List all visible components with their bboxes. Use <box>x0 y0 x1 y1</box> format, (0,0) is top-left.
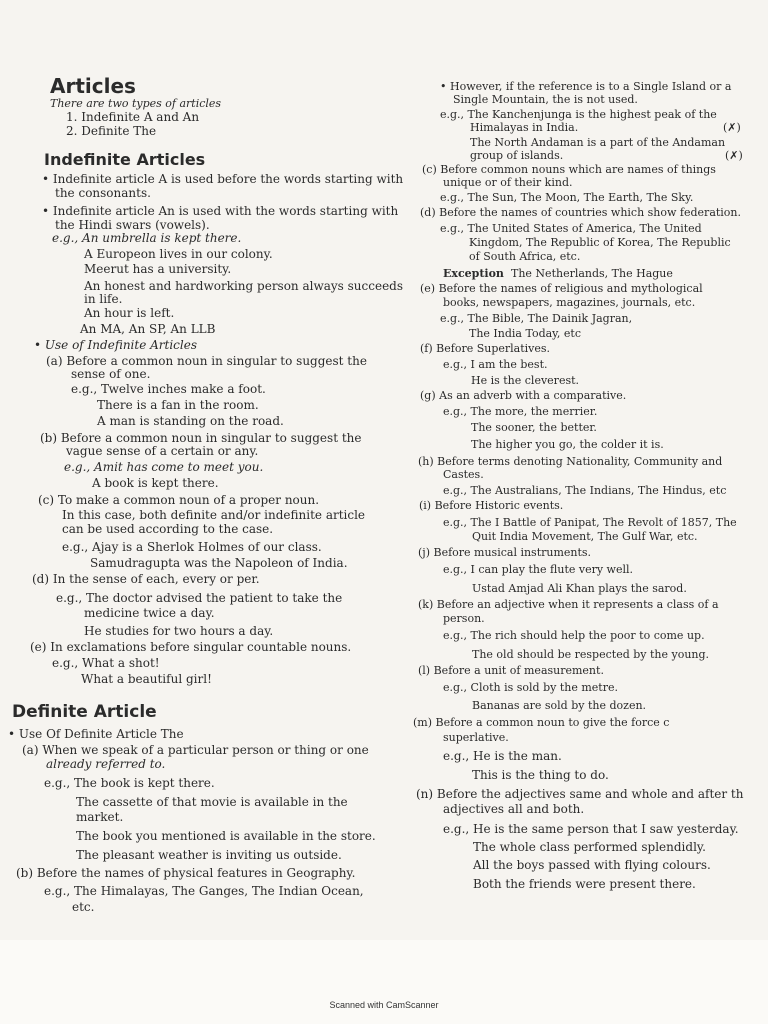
example-line: e.g., The I Battle of Panipat, The Revolt of 1857, The <box>443 516 737 529</box>
example-line: Bananas are sold by the dozen. <box>472 699 647 712</box>
example-line: e.g., An umbrella is kept there. <box>52 231 242 245</box>
text-line: the Hindi swars (vowels). <box>55 218 210 232</box>
example-line: The pleasant weather is inviting us outside. <box>76 848 342 862</box>
example-line: The book you mentioned is available in the store. <box>76 829 376 843</box>
text-line: adjectives all and both. <box>443 802 585 816</box>
example-line: Both the friends were present there. <box>473 877 696 891</box>
text-line: Single Mountain, the is not used. <box>453 93 638 106</box>
rule-i: (i) Before Historic events. <box>419 499 564 512</box>
example-line: e.g., The Sun, The Moon, The Earth, The Sky. <box>440 191 694 204</box>
example-line: The old should be respected by the young. <box>472 648 710 661</box>
example-line: e.g., He is the same person that I saw yesterday. <box>443 822 739 836</box>
rule-k: (k) Before an adjective when it represents a class of a <box>418 598 719 611</box>
rule-f: (f) Before Superlatives. <box>420 342 551 355</box>
rule-h: (h) Before terms denoting Nationality, Community and <box>418 455 723 468</box>
rule-n: (n) Before the adjectives same and whole and after th <box>416 787 744 801</box>
cross-mark: (✗) <box>725 149 743 162</box>
text-line: sense of one. <box>71 367 151 381</box>
example-line: The sooner, the better. <box>471 421 597 434</box>
example-line: Quit India Movement, The Gulf War, etc. <box>472 530 698 543</box>
text-line: • Indefinite article An is used with the words starting with <box>42 204 399 218</box>
rule-l: (l) Before a unit of measurement. <box>418 664 604 677</box>
example-line: The North Andaman is a part of the Andaman <box>470 136 726 149</box>
rule-m: (m) Before a common noun to give the force c <box>413 716 670 729</box>
text-line: can be used according to the case. <box>62 522 274 536</box>
example-line: A Europeon lives in our colony. <box>84 247 273 261</box>
rule-d: (d) Before the names of countries which show federation. <box>420 206 742 219</box>
text-line: books, newspapers, magazines, journals, etc. <box>443 296 696 309</box>
rule-b: (b) Before the names of physical features in Geography. <box>16 866 356 880</box>
rule-e: (e) In exclamations before singular countable nouns. <box>30 640 352 654</box>
rule-a: (a) Before a common noun in singular to suggest the <box>46 354 367 368</box>
rule-c: (c) To make a common noun of a proper noun. <box>38 493 320 507</box>
rule-a: (a) When we speak of a particular person or thing or one <box>22 743 369 757</box>
rule-e: (e) Before the names of religious and mythological <box>420 282 703 295</box>
text-line: person. <box>443 612 485 625</box>
scanner-footer: Scanned with CamScanner <box>329 1000 439 1010</box>
example-line: e.g., Cloth is sold by the metre. <box>443 681 618 694</box>
intro-text: There are two types of articles <box>50 97 222 110</box>
example-line: e.g., I am the best. <box>443 358 548 371</box>
example-line: of South Africa, etc. <box>469 250 581 263</box>
text-line: Castes. <box>443 468 484 481</box>
definite-heading: Definite Article <box>12 702 157 722</box>
rule-c: (c) Before common nouns which are names of things <box>422 163 716 176</box>
example-line: e.g., Amit has come to meet you. <box>64 460 264 474</box>
example-line: A book is kept there. <box>92 476 219 490</box>
text-line: unique or of their kind. <box>443 176 573 189</box>
example-line: An honest and hardworking person always succeeds <box>84 279 404 293</box>
text-line: • Indefinite article A is used before the words starting with <box>42 172 404 186</box>
example-line: e.g., The Bible, The Dainik Jagran, <box>440 312 633 325</box>
example-line: e.g., The United States of America, The United <box>440 222 702 235</box>
example-line: Kingdom, The Republic of Korea, The Republic <box>469 236 731 249</box>
text-line: the consonants. <box>55 186 151 200</box>
example-line: Samudragupta was the Napoleon of India. <box>90 556 348 570</box>
rule-j: (j) Before musical instruments. <box>418 546 592 559</box>
type-indefinite: 1. Indefinite A and An <box>66 110 200 124</box>
example-line: The cassette of that movie is available in the <box>76 795 348 809</box>
example-line: This is the thing to do. <box>472 768 609 782</box>
example-line: He studies for two hours a day. <box>84 624 274 638</box>
example-line: e.g., The Kanchenjunga is the highest peak of the <box>440 108 717 121</box>
example-line: e.g., Twelve inches make a foot. <box>71 382 266 396</box>
example-line: e.g., Ajay is a Sherlok Holmes of our class. <box>62 540 322 554</box>
example-line: The India Today, etc <box>469 327 582 340</box>
rule-g: (g) As an adverb with a comparative. <box>420 389 627 402</box>
exception-label: Exception <box>443 267 504 280</box>
rule-b: (b) Before a common noun in singular to suggest the <box>40 431 362 445</box>
example-line: e.g., The more, the merrier. <box>443 405 598 418</box>
example-line: etc. <box>72 900 95 914</box>
example-line: The whole class performed splendidly. <box>473 840 706 854</box>
text-line: In this case, both definite and/or indefinite article <box>62 508 366 522</box>
example-line: medicine twice a day. <box>84 606 215 620</box>
example-line: All the boys passed with flying colours. <box>473 858 711 872</box>
text-line: • However, if the reference is to a Single Island or a <box>440 80 732 93</box>
text-line: superlative. <box>443 731 509 744</box>
rule-d: (d) In the sense of each, every or per. <box>32 572 260 586</box>
subheading: • Use Of Definite Article The <box>8 727 184 741</box>
example-line: A man is standing on the road. <box>97 414 284 428</box>
example-line: e.g., The Australians, The Indians, The Hindus, etc <box>443 484 727 497</box>
type-definite: 2. Definite The <box>66 124 157 138</box>
page-title: Articles <box>50 74 136 98</box>
example-line: e.g., The doctor advised the patient to take the <box>56 591 343 605</box>
subheading: • Use of Indefinite Articles <box>34 338 198 352</box>
example-line: group of islands. <box>470 149 564 162</box>
example-line: He is the cleverest. <box>471 374 580 387</box>
example-line: e.g., The Himalayas, The Ganges, The Indian Ocean, <box>44 884 364 898</box>
example-line: e.g., I can play the flute very well. <box>443 563 634 576</box>
example-line: market. <box>76 810 124 824</box>
example-line: What a beautiful girl! <box>81 672 212 686</box>
example-line: in life. <box>84 292 123 306</box>
cross-mark: (✗) <box>723 121 741 134</box>
example-line: e.g., He is the man. <box>443 749 562 763</box>
example-line: e.g., The book is kept there. <box>44 776 215 790</box>
example-line: Ustad Amjad Ali Khan plays the sarod. <box>472 582 687 595</box>
example-line: Meerut has a university. <box>84 262 232 276</box>
example-line: An MA, An SP, An LLB <box>80 322 216 336</box>
text-line: already referred to. <box>46 757 166 771</box>
example-line: e.g., The rich should help the poor to come up. <box>443 629 705 642</box>
example-line: e.g., What a shot! <box>52 656 160 670</box>
text-line: vague sense of a certain or any. <box>66 444 259 458</box>
example-line: An hour is left. <box>84 306 175 320</box>
example-line: Himalayas in India. <box>470 121 579 134</box>
example-line: The higher you go, the colder it is. <box>471 438 664 451</box>
text-line: The Netherlands, The Hague <box>511 267 673 280</box>
indefinite-heading: Indefinite Articles <box>44 150 206 169</box>
example-line: There is a fan in the room. <box>97 398 259 412</box>
